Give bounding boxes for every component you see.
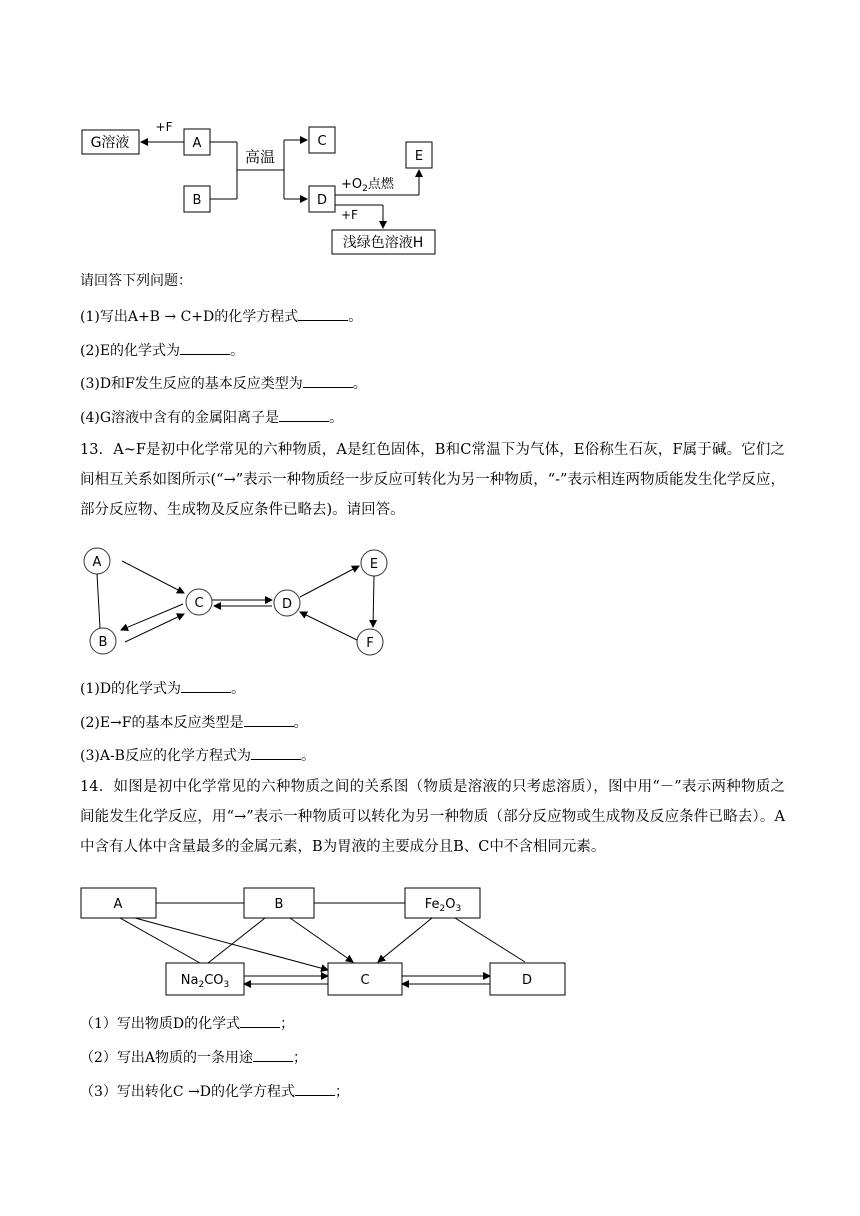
answer-blank[interactable]: [251, 745, 301, 760]
box-d-label: D: [316, 193, 328, 208]
q12-item-3: (3)D和F发生反应的基本反应类型为 。: [80, 373, 367, 394]
q13-item-2: (2)E→F的基本反应类型是 。: [80, 712, 308, 733]
answer-blank[interactable]: [253, 1047, 293, 1062]
box-a-label: A: [113, 897, 123, 912]
o2-ignite-label: $+O_2$点燃: [341, 177, 394, 194]
box-fe2o3-label: $Fe_2O_3$: [424, 897, 462, 914]
answer-blank[interactable]: [303, 373, 353, 388]
condition-label: 高温: [244, 148, 276, 166]
q12-item-2: (2)E的化学式为 。: [80, 340, 244, 361]
answer-blank[interactable]: [180, 340, 230, 355]
q14-item-2: （2）写出A物质的一条用途 ；: [80, 1047, 307, 1068]
plus-f-top-label: +F: [155, 120, 173, 134]
g-solution-label: G溶液: [90, 135, 130, 151]
q12-flow-diagram: [0, 0, 860, 270]
q12-intro: 请回答下列问题：: [80, 273, 192, 289]
q12-item-1: (1)写出A+B → C+D的化学方程式 。: [80, 306, 362, 327]
answer-blank[interactable]: [298, 306, 348, 321]
node-b-label: B: [98, 635, 108, 650]
node-e-label: E: [369, 557, 379, 572]
node-c-label: C: [194, 596, 204, 611]
box-b-label: B: [192, 193, 202, 208]
q13-item-3: (3)A-B反应的化学方程式为 。: [80, 745, 315, 766]
q14-relation-diagram: [0, 880, 860, 1000]
node-a-label: A: [92, 555, 102, 570]
q12-item-4: (4)G溶液中含有的金属阳离子是 。: [80, 407, 343, 428]
box-b-label: B: [274, 897, 284, 912]
q13-relation-diagram: [0, 530, 860, 670]
answer-blank[interactable]: [244, 712, 294, 727]
plus-f-bottom-label: +F: [341, 208, 358, 222]
node-d-label: D: [281, 597, 293, 612]
answer-blank[interactable]: [295, 1081, 335, 1096]
h-solution-label: 浅绿色溶液H: [342, 235, 424, 251]
q14-item-3: （3）写出转化C →D的化学方程式 ；: [80, 1081, 349, 1102]
box-a-label: A: [192, 136, 202, 151]
answer-blank[interactable]: [181, 678, 231, 693]
box-c-label: C: [317, 134, 327, 149]
box-na2co3-label: $Na_2CO_3$: [180, 973, 230, 990]
q13-item-1: (1)D的化学式为 。: [80, 678, 245, 699]
box-e-label: E: [414, 149, 424, 164]
box-d-label: D: [521, 973, 533, 988]
answer-blank[interactable]: [279, 407, 329, 422]
answer-blank[interactable]: [240, 1013, 280, 1028]
q13-stem: 13．A~F是初中化学常见的六种物质，A是红色固体，B和C常温下为气体，E俗称生石灰，F属于碱。它们之间相互关系如图所示(“→”表示一种物质经一步反应可转化为另一种物质，“-”表示相连两物质能发生化学反应，部分反应物、生成物及反应条件已略去)。请回答。: [80, 442, 785, 518]
q14-item-1: （1）写出物质D的化学式 ；: [80, 1013, 294, 1034]
q14-stem: 14．如图是初中化学常见的六种物质之间的关系图（物质是溶液的只考虑溶质），图中用“－”表示两种物质之间能发生化学反应，用“→”表示一种物质可以转化为另一种物质（部分反应物或生成物及反应条件已略去）。A中含有人体中含量最多的金属元素，B为胃液的主要成分且B、C中不含相同元素。: [80, 779, 785, 855]
node-f-label: F: [366, 636, 374, 651]
box-c-label: C: [360, 973, 370, 988]
